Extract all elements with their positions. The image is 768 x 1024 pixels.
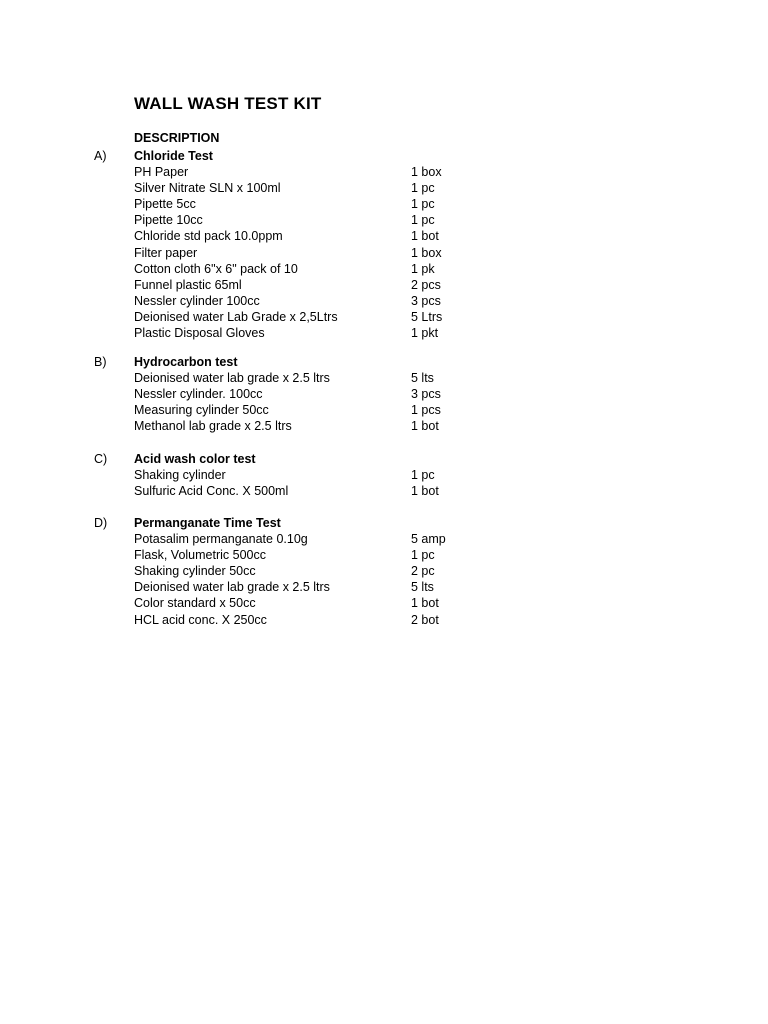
- section-letter: B): [94, 355, 107, 369]
- item-quantity: 5 lts: [411, 371, 434, 386]
- item-quantity: 5 Ltrs: [411, 309, 443, 324]
- item-row: [0, 595, 768, 611]
- item-row: [0, 386, 768, 402]
- item-quantity: 2 pcs: [411, 277, 441, 292]
- section-letter: D): [94, 516, 108, 530]
- item-row: [0, 196, 768, 212]
- item-name: Pipette 10cc: [134, 213, 203, 228]
- item-name: Pipette 5cc: [134, 197, 196, 212]
- item-name: Deionised water Lab Grade x 2,5Ltrs: [134, 309, 338, 324]
- item-name: Shaking cylinder: [134, 468, 226, 483]
- section-heading-row: [0, 354, 768, 370]
- section-hydrocarbon-test: [0, 354, 768, 434]
- item-quantity: 1 bot: [411, 484, 439, 499]
- item-name: Sulfuric Acid Conc. X 500ml: [134, 484, 289, 499]
- item-name: Nessler cylinder 100cc: [134, 293, 260, 308]
- item-row: [0, 261, 768, 277]
- item-quantity: 1 box: [411, 245, 442, 260]
- item-quantity: 2 pc: [411, 564, 435, 579]
- item-row: [0, 293, 768, 309]
- section-chloride-test: [0, 148, 768, 341]
- item-name: Color standard x 50cc: [134, 596, 256, 611]
- item-name: Flask, Volumetric 500cc: [134, 548, 266, 563]
- item-quantity: 1 pc: [411, 468, 435, 483]
- section-heading-row: [0, 148, 768, 164]
- item-row: [0, 309, 768, 325]
- item-row: [0, 277, 768, 293]
- item-quantity: 5 lts: [411, 580, 434, 595]
- item-quantity: 2 bot: [411, 612, 439, 627]
- item-row: [0, 579, 768, 595]
- item-name: Cotton cloth 6"x 6" pack of 10: [134, 261, 298, 276]
- section-permanganate-time-test: [0, 515, 768, 628]
- item-quantity: 1 pc: [411, 213, 435, 228]
- section-heading: Hydrocarbon test: [134, 355, 238, 369]
- item-row: [0, 563, 768, 579]
- item-row: [0, 547, 768, 563]
- section-heading: Acid wash color test: [134, 452, 256, 466]
- item-name: Measuring cylinder 50cc: [134, 403, 269, 418]
- section-letter: A): [94, 149, 107, 163]
- item-name: Funnel plastic 65ml: [134, 277, 242, 292]
- item-row: [0, 418, 768, 434]
- section-heading-row: [0, 515, 768, 531]
- item-name: Deionised water lab grade x 2.5 ltrs: [134, 580, 330, 595]
- item-name: Plastic Disposal Gloves: [134, 326, 265, 341]
- section-heading: Permanganate Time Test: [134, 516, 281, 530]
- item-row: [0, 402, 768, 418]
- item-row: [0, 164, 768, 180]
- item-name: Nessler cylinder. 100cc: [134, 387, 263, 402]
- item-quantity: 1 pkt: [411, 326, 439, 341]
- item-name: HCL acid conc. X 250cc: [134, 612, 267, 627]
- item-name: PH Paper: [134, 165, 189, 180]
- item-name: Shaking cylinder 50cc: [134, 564, 256, 579]
- item-name: Filter paper: [134, 245, 198, 260]
- item-row: [0, 245, 768, 261]
- item-quantity: 1 pk: [411, 261, 435, 276]
- item-quantity: 3 pcs: [411, 387, 441, 402]
- section-acid-wash-color-test: [0, 451, 768, 499]
- item-name: Methanol lab grade x 2.5 ltrs: [134, 419, 292, 434]
- item-row: [0, 467, 768, 483]
- item-quantity: 1 pc: [411, 181, 435, 196]
- item-row: [0, 228, 768, 244]
- item-row: [0, 612, 768, 628]
- item-quantity: 1 pc: [411, 548, 435, 563]
- description-column-header: DESCRIPTION: [134, 131, 220, 145]
- section-heading-row: [0, 451, 768, 467]
- section-heading: Chloride Test: [134, 149, 213, 163]
- item-quantity: 1 bot: [411, 596, 439, 611]
- item-row: [0, 212, 768, 228]
- item-name: Deionised water lab grade x 2.5 ltrs: [134, 371, 330, 386]
- item-row: [0, 483, 768, 499]
- item-quantity: 1 pc: [411, 197, 435, 212]
- item-quantity: 1 pcs: [411, 403, 441, 418]
- item-row: [0, 531, 768, 547]
- item-quantity: 3 pcs: [411, 293, 441, 308]
- item-name: Potasalim permanganate 0.10g: [134, 532, 308, 547]
- item-quantity: 5 amp: [411, 532, 446, 547]
- item-name: Silver Nitrate SLN x 100ml: [134, 181, 281, 196]
- item-row: [0, 180, 768, 196]
- document-title: WALL WASH TEST KIT: [134, 94, 322, 113]
- item-quantity: 1 bot: [411, 419, 439, 434]
- item-row: [0, 370, 768, 386]
- item-quantity: 1 bot: [411, 229, 439, 244]
- item-quantity: 1 box: [411, 165, 442, 180]
- item-row: [0, 325, 768, 341]
- section-letter: C): [94, 452, 108, 466]
- item-name: Chloride std pack 10.0ppm: [134, 229, 283, 244]
